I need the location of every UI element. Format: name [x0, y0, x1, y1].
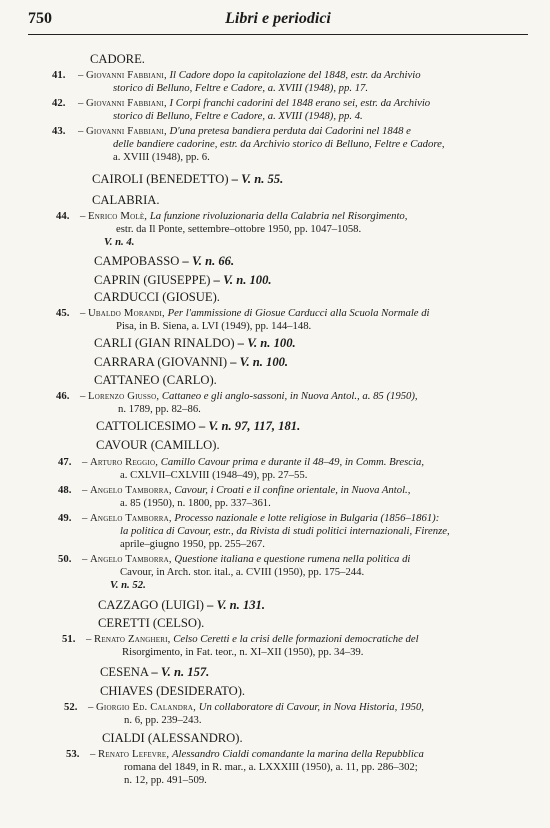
entry-line: aprile–giugno 1950, pp. 255–267.	[120, 538, 265, 550]
entry-line: – Lorenzo Giusso, Cattaneo e gli anglo-sassoni, in Nuova Antol., a. 85 (1950),	[80, 390, 418, 402]
entry-line: – Angelo Tamborra, Processo nazionale e lotte religiose in Bulgaria (1856–1861):	[82, 512, 440, 524]
heading-name: CESENA	[100, 665, 149, 679]
entry-line: – Renato Lefevre, Alessandro Cialdi comandante la marina della Repubblica	[90, 748, 424, 760]
section-heading: CATTANEO (CARLO).	[94, 373, 217, 387]
heading-name: CAMPOBASSO	[94, 254, 180, 268]
section-heading	[92, 172, 283, 187]
section-heading: CARDUCCI (GIOSUE).	[94, 290, 220, 304]
entry-author: Renato Zangheri,	[94, 633, 171, 645]
entry-author: Lorenzo Giusso,	[88, 390, 160, 402]
section-heading: CAVOUR (CAMILLO).	[96, 438, 220, 452]
cross-reference: V. n. 52.	[110, 579, 146, 591]
entry-text: Processo nazionale e lotte religiose in Bulgaria (1856–1861):	[174, 512, 440, 524]
entry-line: – Angelo Tamborra, Questione italiana e questione rumena nella politica di	[82, 553, 411, 565]
entry-line: – Giovanni Fabbiani, D'una pretesa bandiera perduta dai Cadorini nel 1848 e	[78, 125, 411, 137]
entry-text: I Corpi franchi cadorini del 1848 erano sei, estr. da Archivio	[169, 97, 431, 109]
entry-author: Arturo Reggio,	[90, 456, 159, 468]
entry-line: Risorgimento, in Fat. teor., n. XI–XII (1950), pp. 34–39.	[122, 646, 364, 658]
section-heading	[96, 419, 300, 434]
cross-reference: – V. n. 100.	[237, 336, 296, 350]
entry-line: n. 6, pp. 239–243.	[124, 714, 202, 726]
cross-reference: – V. n. 55.	[231, 172, 284, 186]
section-heading: CERETTI (CELSO).	[98, 616, 205, 630]
entry-author: Renato Lefevre,	[98, 748, 170, 760]
entry-text: Il Cadore dopo la capitolazione del 1848, estr. da Archivio	[169, 69, 421, 81]
entry-number: 44.	[56, 210, 70, 222]
section-heading	[94, 355, 288, 370]
entry-line: Pisa, in B. Siena, a. LVI (1949), pp. 144–148.	[116, 320, 312, 332]
entry-line: – Enrico Molè, La funzione rivoluzionaria della Calabria nel Risorgimento,	[80, 210, 408, 222]
entry-text: La funzione rivoluzionaria della Calabria nel Risorgimento,	[149, 210, 408, 222]
entry-line: – Giovanni Fabbiani, Il Cadore dopo la capitolazione del 1848, estr. da Archivio	[78, 69, 421, 81]
section-heading: CADORE.	[90, 52, 145, 66]
entry-number: 49.	[58, 512, 72, 524]
heading-name: CAZZAGO (LUIGI)	[98, 598, 204, 612]
entry-line: estr. da Il Ponte, settembre–ottobre 1950, pp. 1047–1058.	[116, 223, 362, 235]
heading-name: CARRARA (GIOVANNI)	[94, 355, 228, 369]
section-heading	[98, 598, 265, 613]
entry-line: storico di Belluno, Feltre e Cadore, a. XVIII (1948), pp. 4.	[113, 110, 363, 122]
cross-reference: – V. n. 66.	[182, 254, 235, 268]
heading-name: CATTOLICESIMO	[96, 419, 196, 433]
entry-author: Giovanni Fabbiani,	[86, 97, 167, 109]
entry-text: Un collaboratore di Cavour, in Nova Historia, 1950,	[198, 701, 424, 713]
cross-reference: – V. n. 157.	[151, 665, 210, 679]
cross-reference: V. n. 4.	[104, 236, 135, 248]
entry-line: – Giorgio Ed. Calandra, Un collaboratore di Cavour, in Nova Historia, 1950,	[88, 701, 424, 713]
section-heading: CHIAVES (DESIDERATO).	[100, 684, 246, 698]
entry-author: Ubaldo Morandi,	[88, 307, 165, 319]
entry-text: Celso Ceretti e la crisi delle formazioni democratiche del	[173, 633, 419, 645]
section-heading	[94, 336, 296, 351]
entry-author: Enrico Molè,	[88, 210, 148, 222]
entry-author: Giorgio Ed. Calandra,	[96, 701, 197, 713]
entry-number: 48.	[58, 484, 72, 496]
entry-author: Giovanni Fabbiani,	[86, 69, 167, 81]
entry-line: – Renato Zangheri, Celso Ceretti e la crisi delle formazioni democratiche del	[86, 633, 419, 645]
entry-text: Questione italiana e questione rumena nella politica di	[174, 553, 411, 565]
entry-line: n. 1789, pp. 82–86.	[118, 403, 201, 415]
entry-author: Giovanni Fabbiani,	[86, 125, 167, 137]
heading-name: CAIROLI (BENEDETTO)	[92, 172, 229, 186]
entry-text: Cavour, i Croati e il confine orientale, in Nuova Antol.,	[174, 484, 411, 496]
entry-text: D'una pretesa bandiera perduta dai Cadorini nel 1848 e	[169, 125, 411, 137]
entry-line: – Giovanni Fabbiani, I Corpi franchi cadorini del 1848 erano sei, estr. da Archivio	[78, 97, 431, 109]
section-heading	[94, 273, 272, 288]
section-heading: CALABRIA.	[92, 193, 160, 207]
entry-author: Angelo Tamborra,	[90, 512, 172, 524]
entry-number: 43.	[52, 125, 66, 137]
entry-line: a. 85 (1950), n. 1800, pp. 337–361.	[120, 497, 271, 509]
entry-number: 42.	[52, 97, 66, 109]
entry-line: delle bandiere cadorine, estr. da Archivio storico di Belluno, Feltre e Cadore,	[113, 138, 445, 150]
entry-author: Angelo Tamborra,	[90, 553, 172, 565]
entry-author: Angelo Tamborra,	[90, 484, 172, 496]
entry-number: 51.	[62, 633, 76, 645]
entry-number: 50.	[58, 553, 72, 565]
entry-text: Alessandro Cialdi comandante la marina della Repubblica	[171, 748, 424, 760]
entry-line: la politica di Cavour, estr., da Rivista di studi politici internazionali, Firenze,	[120, 525, 450, 537]
page-number: 750	[28, 10, 52, 27]
entry-line: – Ubaldo Morandi, Per l'ammissione di Giosue Carducci alla Scuola Normale di	[80, 307, 430, 319]
entry-number: 45.	[56, 307, 70, 319]
entry-line: – Angelo Tamborra, Cavour, i Croati e il confine orientale, in Nuova Antol.,	[82, 484, 411, 496]
entry-number: 52.	[64, 701, 78, 713]
cross-reference: – V. n. 97, 117, 181.	[198, 419, 301, 433]
entry-line: Cavour, in Arch. stor. ital., a. CVIII (1950), pp. 175–244.	[120, 566, 365, 578]
heading-name: CARLI (GIAN RINALDO)	[94, 336, 235, 350]
entry-text: Cattaneo e gli anglo-sassoni, in Nuova Antol., a. 85 (1950),	[161, 390, 418, 402]
entry-number: 53.	[66, 748, 80, 760]
entry-line: romana del 1849, in R. mar., a. LXXXIII (1950), a. 11, pp. 286–302;	[124, 761, 418, 773]
heading-name: CAPRIN (GIUSEPPE)	[94, 273, 211, 287]
section-heading	[100, 665, 209, 680]
entry-line: a. CXLVII–CXLVIII (1948–49), pp. 27–55.	[120, 469, 308, 481]
entry-text: Per l'ammissione di Giosue Carducci alla Scuola Normale di	[167, 307, 430, 319]
header-rule	[28, 34, 528, 35]
cross-reference: – V. n. 100.	[213, 273, 272, 287]
entry-number: 41.	[52, 69, 66, 81]
page-header	[28, 10, 528, 32]
entry-line: n. 12, pp. 491–509.	[124, 774, 207, 786]
entry-line: storico di Belluno, Feltre e Cadore, a. XVIII (1948), pp. 17.	[113, 82, 369, 94]
cross-reference: – V. n. 100.	[230, 355, 289, 369]
section-heading: CIALDI (ALESSANDRO).	[102, 731, 243, 745]
entry-text: Camillo Cavour prima e durante il 48–49, in Comm. Brescia,	[160, 456, 424, 468]
entry-line: – Arturo Reggio, Camillo Cavour prima e durante il 48–49, in Comm. Brescia,	[82, 456, 424, 468]
entry-number: 46.	[56, 390, 70, 402]
running-title: Libri e periodici	[225, 10, 331, 27]
entry-line: a. XVIII (1948), pp. 6.	[113, 151, 210, 163]
entry-number: 47.	[58, 456, 72, 468]
section-heading	[94, 254, 234, 269]
cross-reference: – V. n. 131.	[207, 598, 265, 612]
